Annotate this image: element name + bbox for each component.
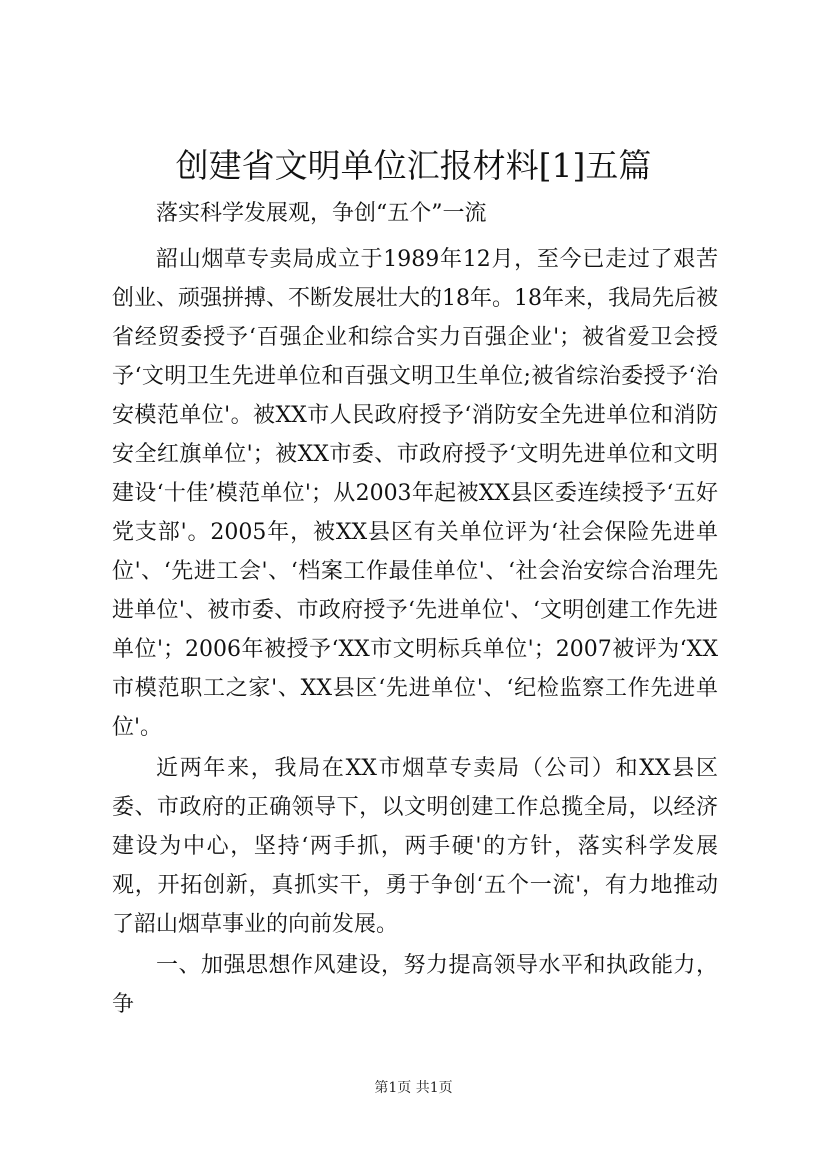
document-title: 创建省文明单位汇报材料[1]五篇 (175, 146, 652, 185)
paragraph-recent-years: 近两年来，我局在XX市烟草专卖局（公司）和XX县区委、市政府的正确领导下，以文明创建工作总揽全局，以经济建设为中心，坚持‘两手抓，两手硬'的方针，落实科学发展观，开拓创新，真抓实干，勇于争创‘五个一流'，有力地推动了韶山烟草事业的向前发展。 (112, 756, 718, 937)
page-footer: 第1页 共1页 (374, 1080, 453, 1096)
document-body (112, 194, 718, 1026)
paragraph-section-one: 一、加强思想作风建设，努力提高领导水平和执政能力，争 (112, 953, 718, 1017)
paragraph-history: 韶山烟草专卖局成立于1989年12月，至今已走过了艰苦创业、顽强拼搏、不断发展壮大的18年。18年来，我局先后被省经贸委授予‘百强企业和综合实力百强企业'；被省爱卫会授予‘文明卫生先进单位和百强文明卫生单位;被省综治委授予‘治安模范单位'。被XX市人民政府授予‘消防安全先进单位和消防安全红旗单位'；被XX市委、市政府授予‘文明先进单位和文明建设‘十佳’模范单位'；从2003年起被XX县区委连续授予‘五好党支部'。2005年，被XX县区有关单位评为‘社会保险先进单位'、‘先进工会'、‘档案工作最佳单位'、‘社会治安综合治理先进单位'、被市委、市政府授予‘先进单位'、‘文明创建工作先进单位'；2006年被授予‘XX市文明标兵单位'；2007被评为‘XX市模范职工之家'、XX县区‘先进单位'、‘纪检监察工作先进单位'。 (112, 247, 718, 740)
paragraph-subtitle: 落实科学发展观，争创“五个”一流 (156, 201, 487, 226)
